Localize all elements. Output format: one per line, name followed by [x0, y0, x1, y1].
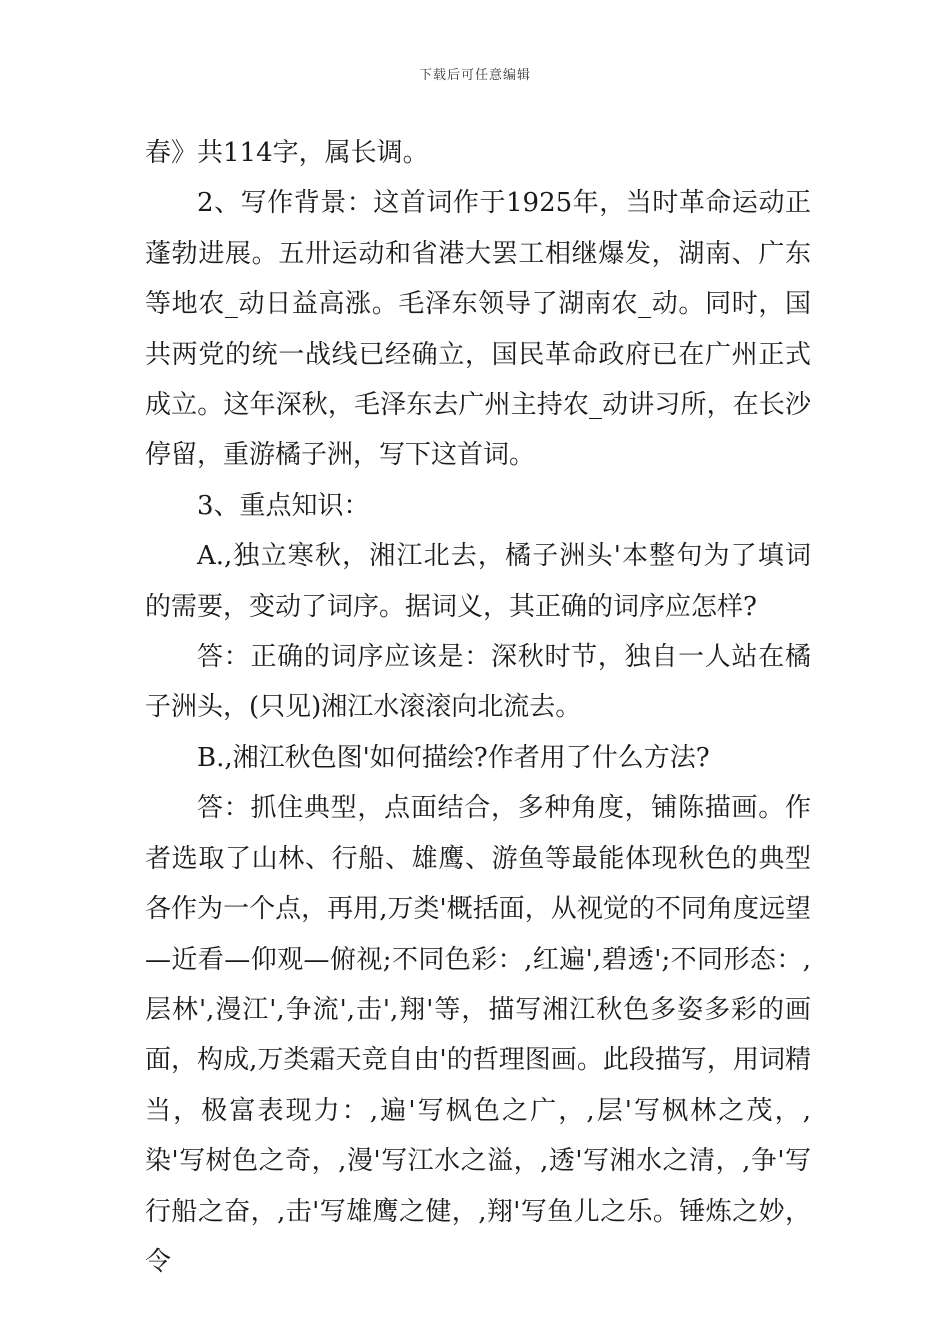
- paragraph-question-b: B.,湘江秋色图'如何描绘?作者用了什么方法?: [197, 742, 710, 773]
- paragraph-writing-background: 2、写作背景：这首词作于1925年，当时革命运动正蓬勃进展。五卅运动和省港大罢工相继爆发，湖南、广东等地农_动日益高涨。毛泽东领导了湖南农_动。同时，国共两党的统一战线已经确立，国民革命政府已在广州正式成立。这年深秋，毛泽东去广州主持农_动讲习所，在长沙停留，重游橘子洲，写下这首词。: [145, 188, 811, 471]
- paragraph-answer-b: 答：抓住典型，点面结合，多种角度，铺陈描画。作者选取了山林、行船、雄鹰、游鱼等最能体现秋色的典型各作为一个点，再用,万类'概括面，从视觉的不同角度远望—近看—仰观—俯视;不同色彩：,红遍',碧透';不同形态：,层林',漫江',争流',击',翔'等，描写湘江秋色多姿多彩的画面，构成,万类霜天竞自由'的哲理图画。此段描写，用词精当，极富表现力：,遍'写枫色之广，,层'写枫林之茂，,染'写树色之奇，,漫'写江水之溢，,透'写湘水之清，,争'写行船之奋，,击'写雄鹰之健，,翔'写鱼儿之乐。锤炼之妙，令: [145, 793, 811, 1277]
- paragraph-question-a: A.,独立寒秋，湘江北去，橘子洲头'本整句为了填词的需要，变动了词序。据词义，其正确的词序应怎样?: [145, 541, 811, 622]
- paragraph-answer-a: 答：正确的词序应该是：深秋时节，独自一人站在橘子洲头，(只见)湘江水滚滚向北流去。: [145, 642, 811, 723]
- paragraph-key-knowledge-heading: 3、重点知识：: [197, 490, 370, 521]
- paragraph-1: 春》共114字，属长调。: [145, 138, 429, 168]
- document-body: [145, 128, 811, 1287]
- page-header: 下载后可任意编辑: [418, 68, 531, 83]
